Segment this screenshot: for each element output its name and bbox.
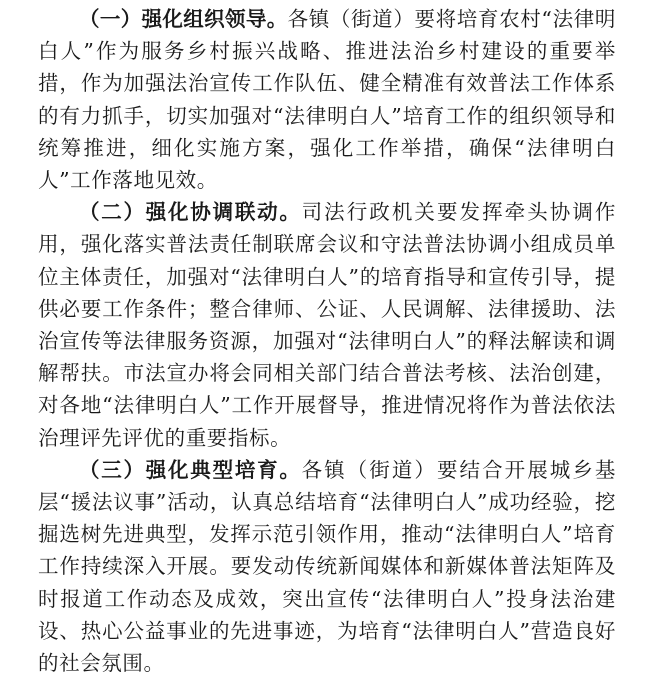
section-heading: （一）强化组织领导。 — [79, 7, 288, 31]
section-body: 各镇（街道）要结合开展城乡基层“援法议事”活动，认真总结培育“法律明白人”成功经验，挖掘选树先进典型，发挥示范引领作用，推动“法律明白人”培育工作持续深入开展。要发动传统新闻媒体和新媒体普法矩阵及时报道工作动态及成效，突出宣传“法律明白人”投身法治建设、热心公益事业的先进事迹，为培育“法律明白人”营造良好的社会氛围。 — [38, 457, 616, 676]
section-heading: （二）强化协调联动。 — [79, 200, 302, 225]
section-organization — [38, 3, 616, 196]
section-body: 司法行政机关要发挥牵头协调作用，强化落实普法责任制联席会议和守法普法协调小组成员单位主体责任，加强对“法律明白人”的培育指导和宣传引导，提供必要工作条件；整合律师、公证、人民调解、法律援助、法治宣传等法律服务资源，加强对“法律明白人”的释法解读和调解帮扶。市法宣办将会同相关部门结合普法考核、法治创建，对各地“法律明白人”工作开展督导，推进情况将作为普法依法治理评先评优的重要指标。 — [38, 200, 616, 450]
section-body: 各镇（街道）要将培育农村“法律明白人”作为服务乡村振兴战略、推进法治乡村建设的重要举措，作为加强法治宣传工作队伍、健全精准有效普法工作体系的有力抓手，切实加强对“法律明白人”培育工作的组织领导和统筹推进，细化实施方案，强化工作举措，确保“法律明白人”工作落地见效。 — [38, 7, 616, 193]
section-coordination — [38, 196, 616, 454]
document-page — [38, 0, 616, 696]
section-cultivation — [38, 454, 616, 679]
section-heading: （三）强化典型培育。 — [79, 457, 302, 482]
